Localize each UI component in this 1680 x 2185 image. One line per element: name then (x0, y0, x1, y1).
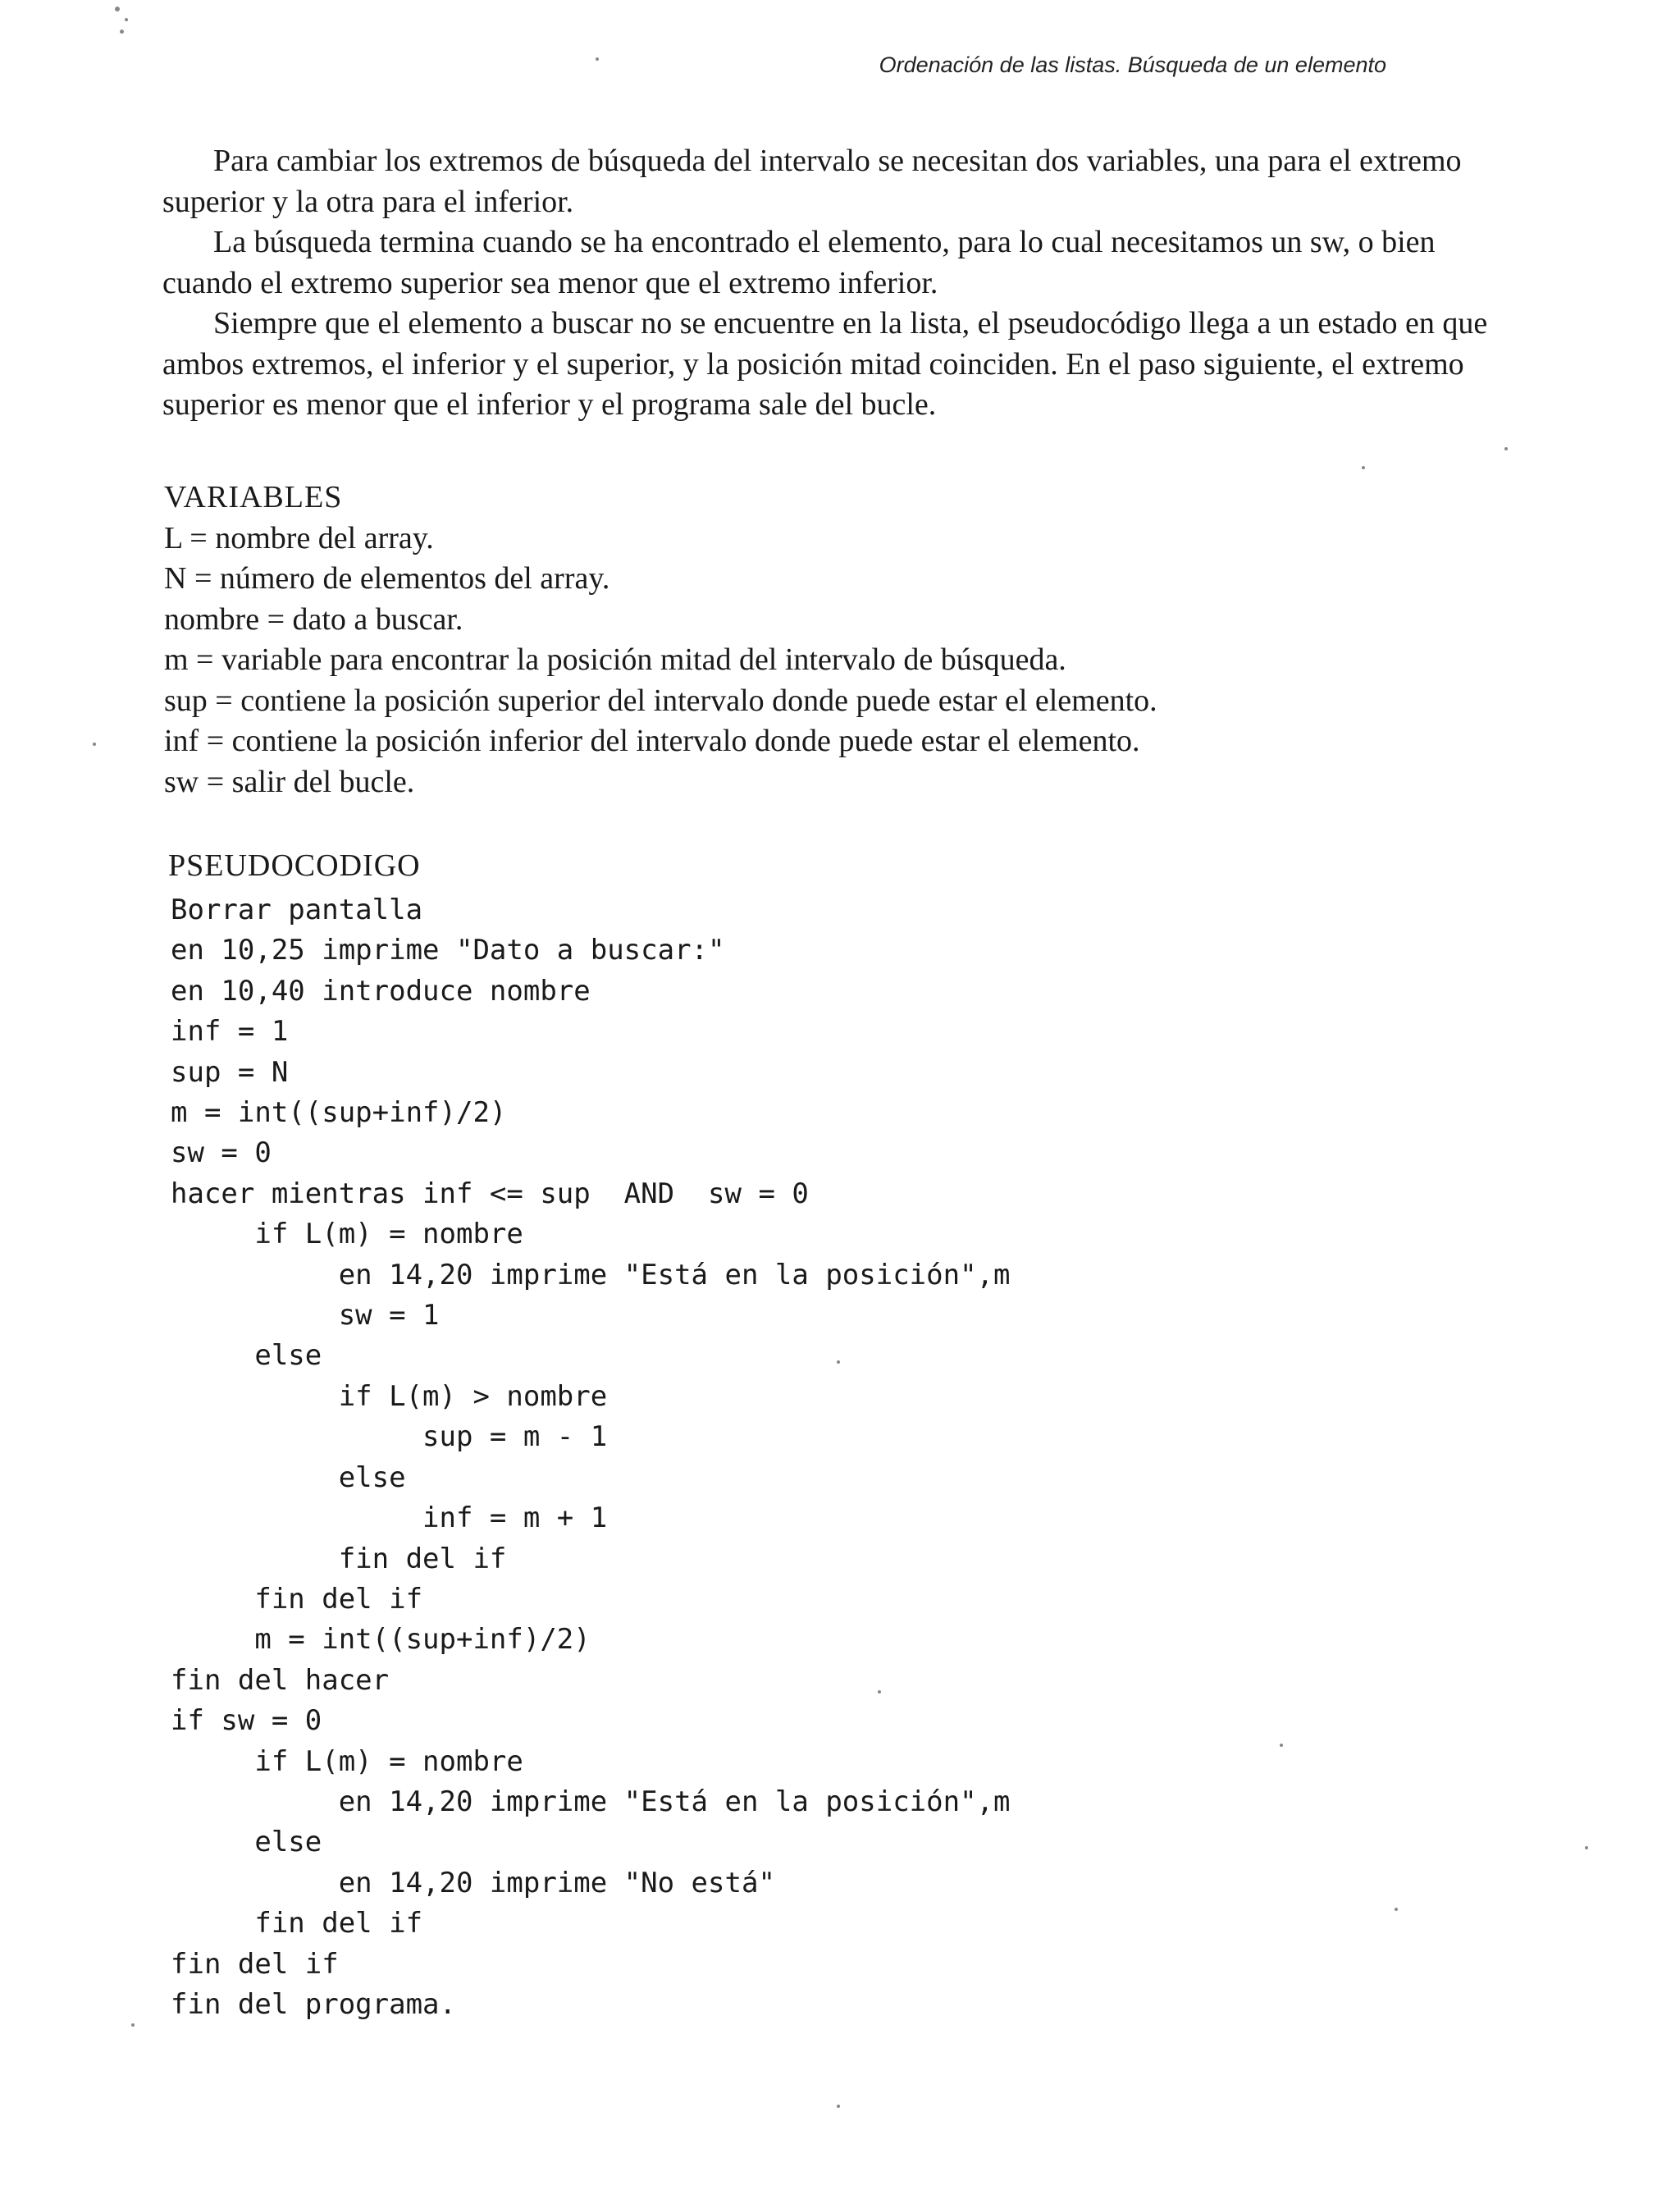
scan-speck (1504, 447, 1508, 450)
scan-speck (1585, 1846, 1588, 1849)
scan-speck (1280, 1744, 1283, 1747)
code-line: en 10,25 imprime "Dato a buscar:" (171, 934, 725, 967)
code-line: fin del if (171, 1907, 423, 1940)
variable-item: N = número de elementos del array. (164, 561, 610, 596)
code-line: Borrar pantalla (171, 894, 423, 926)
scan-speck (131, 2023, 135, 2027)
scan-speck (837, 2105, 840, 2108)
scan-speck (125, 18, 128, 21)
code-line: en 14,20 imprime "Está en la posición",m (171, 1258, 1011, 1291)
variables-section (164, 478, 1157, 802)
code-line: inf = m + 1 (171, 1502, 608, 1535)
paragraph-3: Siempre que el elemento a buscar no se encuentre en la lista, el pseudocódigo llega a un estado en que ambos extremos, el inferior y el superior, y la posición mitad coinciden. En el paso siguiente, el extremo superior es menor que el inferior y el programa sale del bucle. (162, 306, 1488, 422)
code-line: if L(m) = nombre (171, 1744, 523, 1778)
variable-item: nombre = dato a buscar. (164, 601, 463, 637)
variable-item: sw = salir del bucle. (164, 764, 415, 799)
variable-item: L = nombre del array. (164, 520, 434, 555)
paragraph-1: Para cambiar los extremos de búsqueda del intervalo se necesitan dos variables, una para el extremo superior y la otra para el inferior. (162, 144, 1462, 219)
code-line: inf = 1 (171, 1015, 289, 1049)
code-line: fin del if (171, 1582, 423, 1616)
code-line: fin del if (171, 1947, 339, 1981)
code-line: fin del hacer (171, 1663, 390, 1697)
code-line: m = int((sup+inf)/2) (171, 1096, 507, 1130)
scan-speck (596, 57, 599, 61)
body-text (162, 141, 1508, 426)
code-line: else (171, 1460, 406, 1494)
code-line: hacer mientras inf <= sup AND sw = 0 (171, 1177, 809, 1210)
code-line: sup = N (171, 1055, 289, 1089)
running-header: Ordenación de las listas. Búsqueda de un elemento (879, 53, 1386, 77)
scan-speck (837, 1360, 840, 1364)
code-line: else (171, 1339, 322, 1373)
variable-item: inf = contiene la posición inferior del intervalo donde puede estar el elemento. (164, 724, 1140, 758)
code-line: sw = 0 (171, 1136, 272, 1170)
scan-speck (878, 1690, 881, 1694)
scan-speck (1362, 466, 1365, 469)
scan-speck (1395, 1908, 1398, 1911)
code-line: en 14,20 imprime "No está" (171, 1866, 775, 1899)
code-line: m = int((sup+inf)/2) (171, 1623, 591, 1657)
code-line: fin del programa. (171, 1987, 456, 2021)
code-line: if L(m) > nombre (171, 1379, 608, 1413)
variable-item: sup = contiene la posición superior del intervalo donde puede estar el elemento. (164, 683, 1157, 718)
variable-item: m = variable para encontrar la posición mitad del intervalo de búsqueda. (164, 642, 1066, 677)
pseudocode-title: PSEUDOCODIGO (168, 848, 421, 883)
variables-title: VARIABLES (164, 480, 343, 514)
scan-speck (115, 7, 120, 11)
scan-speck (120, 30, 124, 34)
code-line: en 14,20 imprime "Está en la posición",m (171, 1785, 1011, 1818)
code-line: if L(m) = nombre (171, 1218, 523, 1251)
code-line: if sw = 0 (171, 1704, 322, 1738)
code-line: else (171, 1826, 322, 1859)
code-line: sup = m - 1 (171, 1420, 608, 1454)
scan-speck (93, 743, 96, 746)
code-line: fin del if (171, 1542, 507, 1575)
paragraph-2: La búsqueda termina cuando se ha encontrado el elemento, para lo cual necesitamos un sw, o bien cuando el extremo superior sea menor que el extremo inferior. (162, 225, 1436, 300)
code-line: en 10,40 introduce nombre (171, 974, 591, 1008)
code-line: sw = 1 (171, 1299, 440, 1332)
pseudocode-block (171, 890, 1011, 2025)
